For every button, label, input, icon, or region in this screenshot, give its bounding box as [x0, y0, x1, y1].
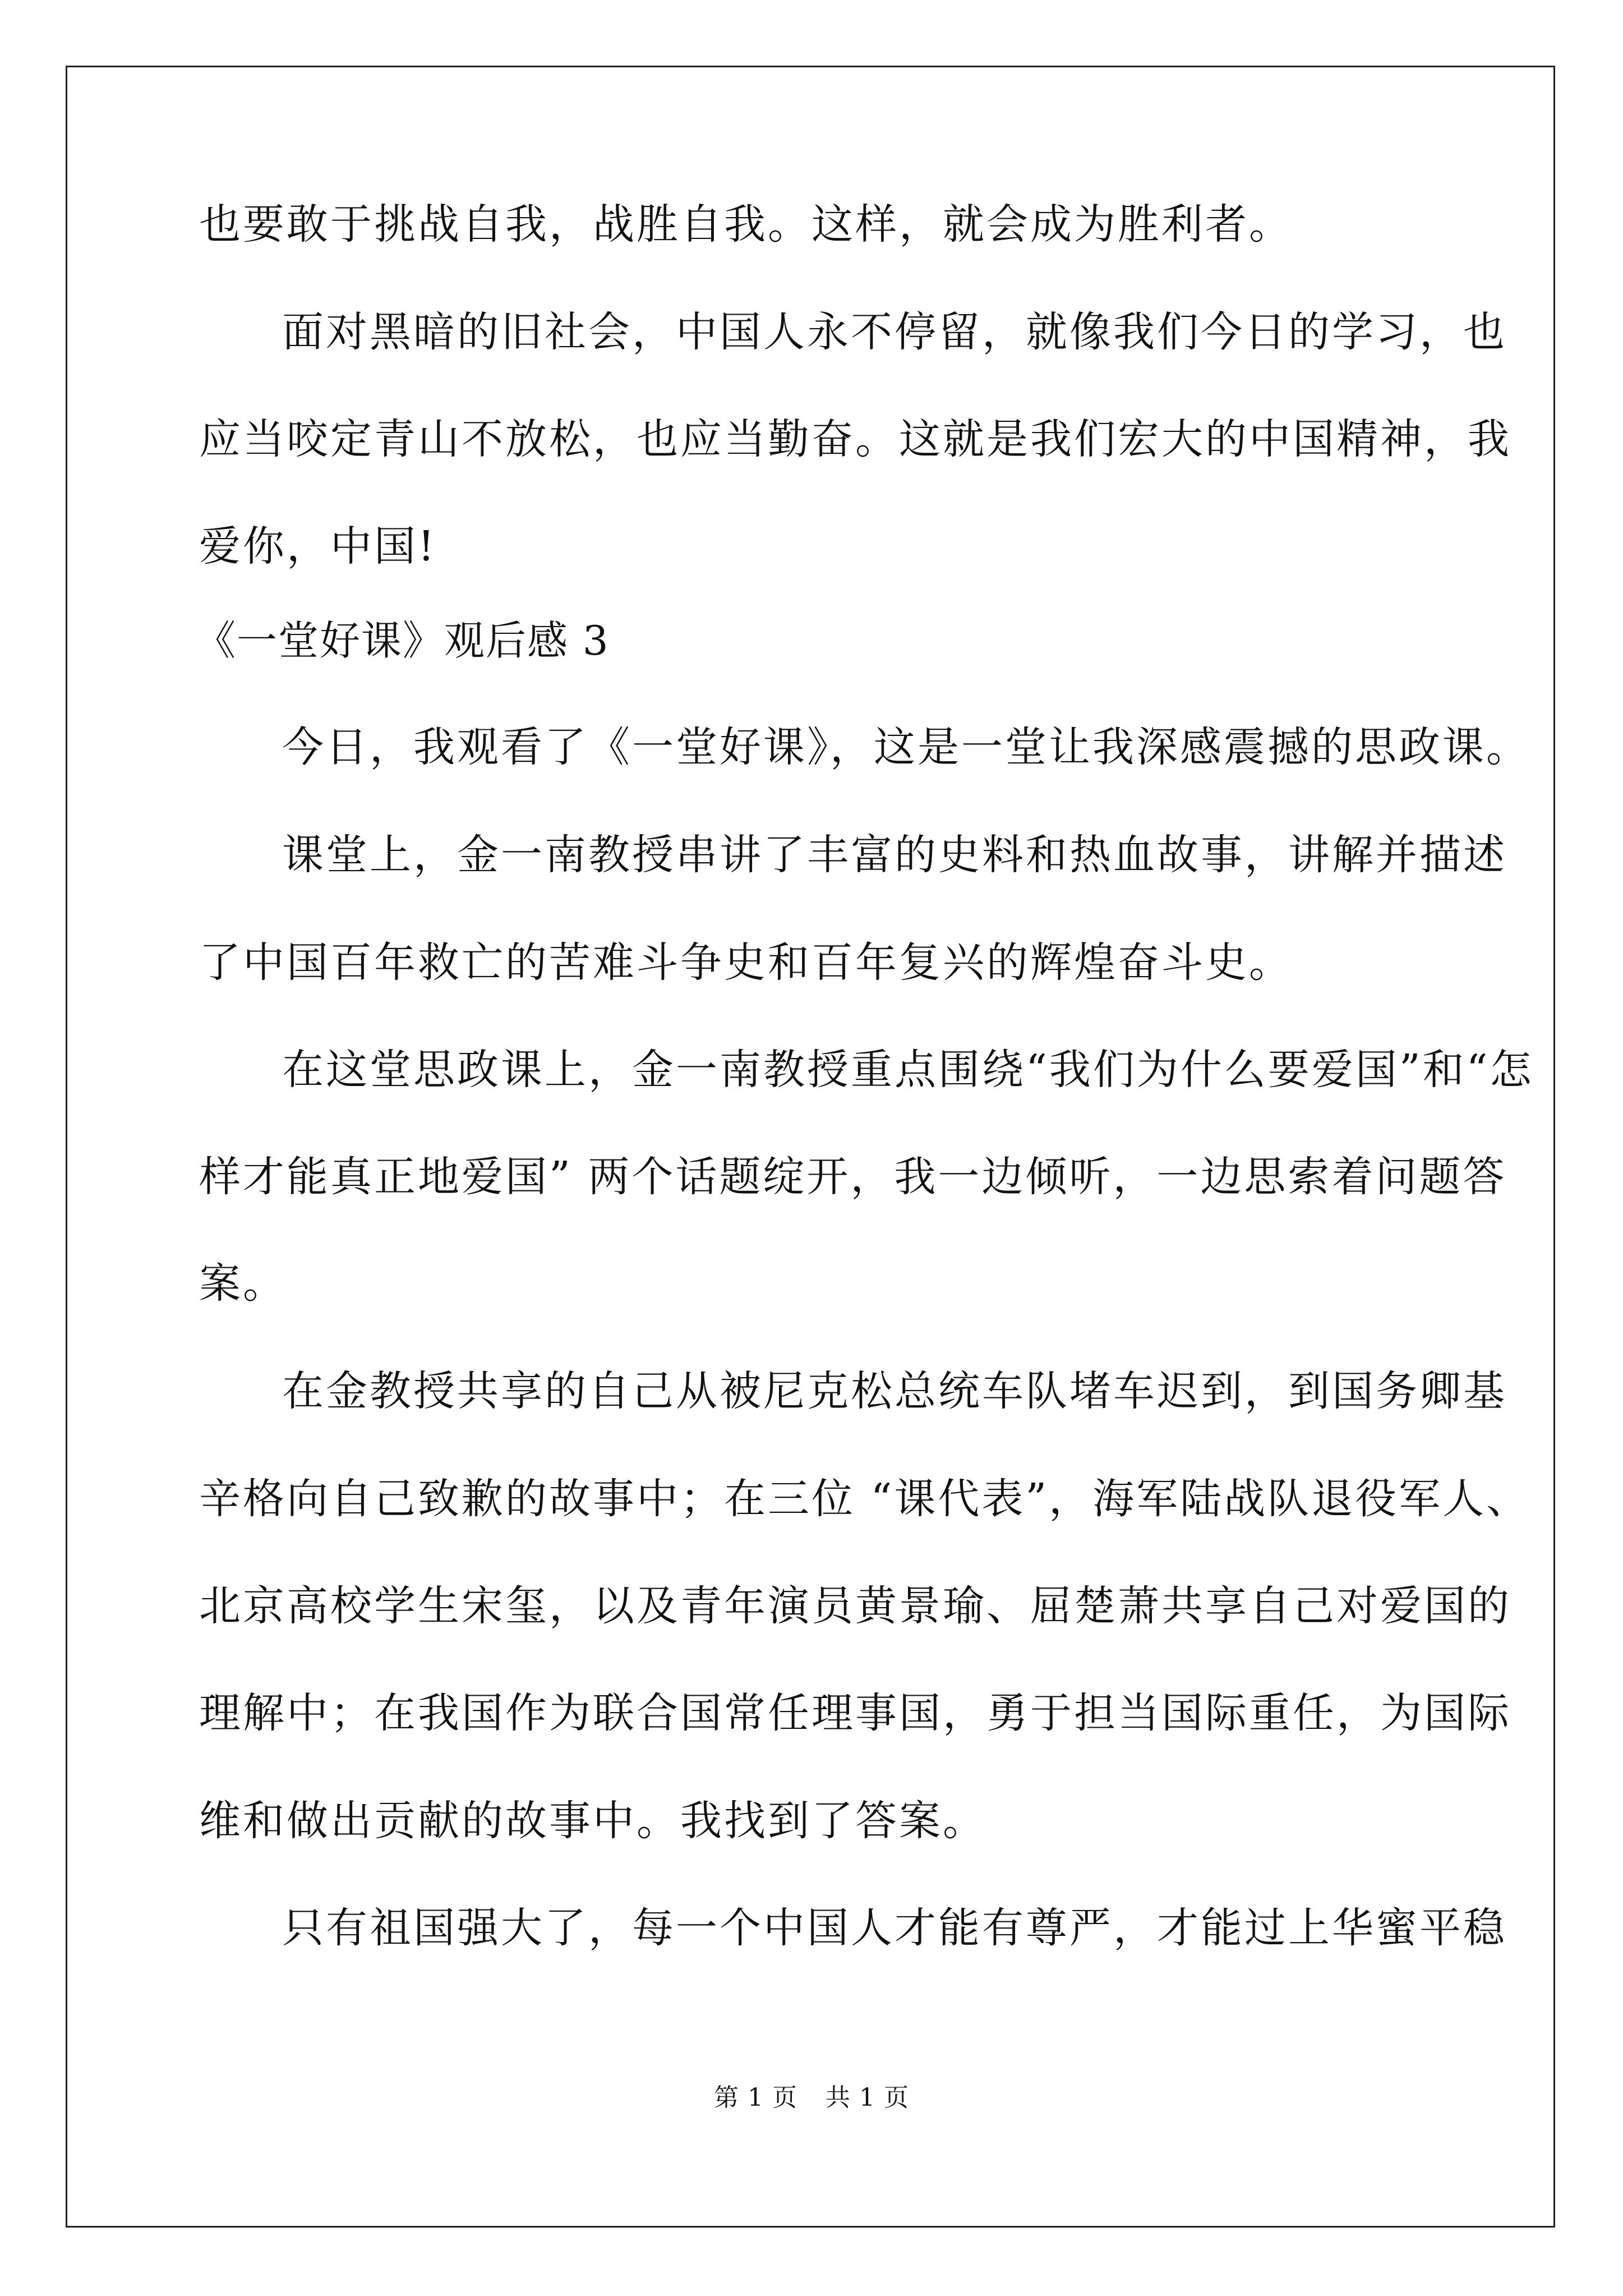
text-line: 维和做出贡献的故事中。我找到了答案。 [199, 1797, 986, 1845]
page-footer [0, 2081, 1623, 2115]
text-line: 课堂上，金一南教授串讲了丰富的史料和热血故事，讲解并描述 [282, 831, 1507, 879]
text-line: 样才能真正地爱国” 两个话题绽开，我一边倾听，一边思索着问题答 [199, 1153, 1507, 1201]
page-number: 第 1 页 [714, 2083, 797, 2112]
text-line: 北京高校学生宋玺，以及青年演员黄景瑜、屈楚萧共享自己对爱国的 [199, 1582, 1511, 1630]
text-line: 应当咬定青山不放松，也应当勤奋。这就是我们宏大的中国精神，我 [199, 415, 1511, 463]
text-line: 案。 [199, 1259, 287, 1308]
section-heading: 《一堂好课》观后感 3 [195, 617, 610, 664]
text-line: 只有祖国强大了，每一个中国人才能有尊严，才能过上华蜜平稳 [282, 1904, 1507, 1952]
text-line: 也要敢于挑战自我，战胜自我。这样，就会成为胜利者。 [199, 200, 1293, 249]
page-total: 共 1 页 [826, 2083, 909, 2112]
text-line: 今日，我观看了《一堂好课》，这是一堂让我深感震撼的思政课。 [282, 723, 1530, 771]
text-line: 辛格向自己致歉的故事中；在三位 “课代表”，海军陆战队退役军人、 [199, 1475, 1530, 1523]
text-line: 了中国百年救亡的苦难斗争史和百年复兴的辉煌奋斗史。 [199, 938, 1293, 987]
text-line: 爱你，中国! [199, 522, 437, 570]
text-line: 在这堂思政课上，金一南教授重点围绕“我们为什么要爱国”和“怎 [282, 1046, 1534, 1094]
text-line: 面对黑暗的旧社会，中国人永不停留，就像我们今日的学习，也 [282, 308, 1507, 356]
text-line: 理解中；在我国作为联合国常任理事国，勇于担当国际重任，为国际 [199, 1689, 1511, 1737]
text-line: 在金教授共享的自己从被尼克松总统车队堵车迟到，到国务卿基 [282, 1367, 1507, 1415]
